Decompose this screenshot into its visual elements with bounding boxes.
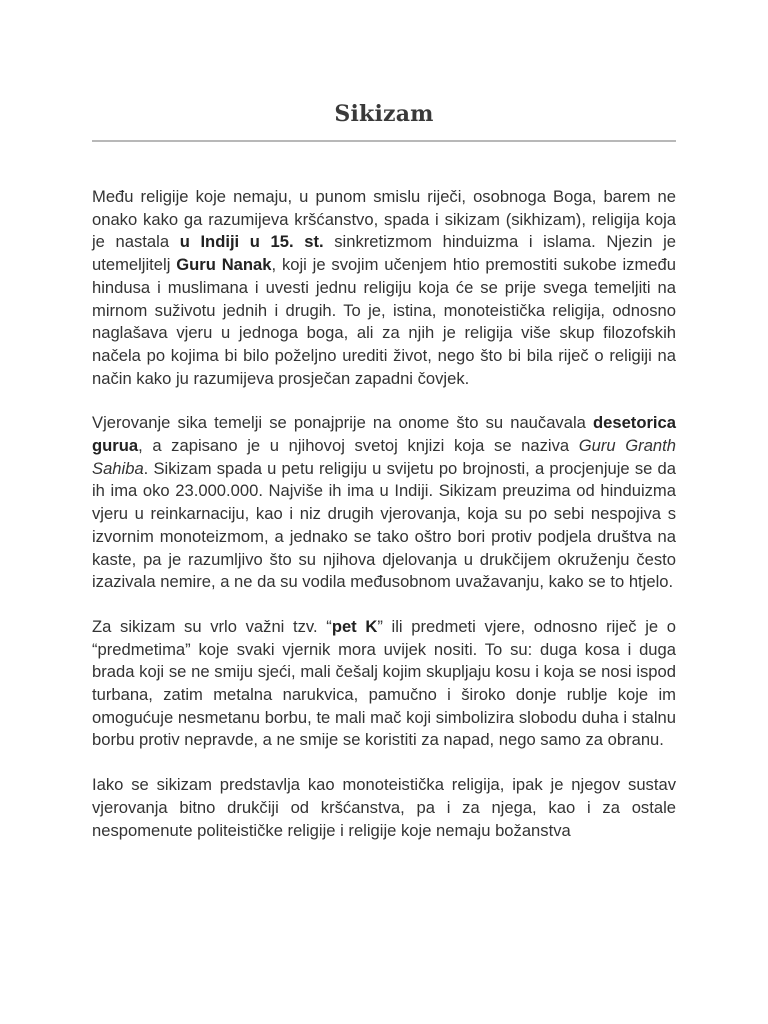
text-run: ” ili predmeti vjere, odnosno riječ je o “predmetima” koje svaki vjernik mora uvijek nositi. To su: duga kosa i duga brada koji se ne smiju sjeći, mali češalj kojim skupljaju kosu i koja se nosi ispod turbana, zatim metalna narukvica, pamučno i široko donje rublje koje im omogućuje nesmetanu borbu, te mali mač koji simbolizira slobodu duha i stalnu borbu protiv nepravde, a ne smije se koristiti za napad, nego samo za obranu. [92, 616, 677, 750]
body-paragraph [92, 616, 676, 752]
text-run: Vjerovanje sika temelji se ponajprije na onome što su naučavala [92, 413, 593, 433]
title-divider [92, 140, 676, 142]
text-run: . Sikizam spada u petu religiju u svijetu po brojnosti, a procjenjuje se da ih ima oko 23.000.000. Najviše ih ima u Indiji. Sikizam preuzima od hinduizma vjeru u reinkarnaciju, kao i niz drugih vjerovanja, koja su po sebi nespojiva s izvornim monoteizmom, a jednako se tako oštro bori protiv podjela društva na kaste, pa je razumljivo što su njihova djelovanja u drukčijem okruženju često izazivala nemire, a ne da su vodila međusobnom uvažavanju, kako se to htjelo. [92, 458, 676, 592]
text-run: Među religije koje nemaju, u punom smislu riječi, osobnoga Boga, barem ne onako kako ga razumijeva kršćanstvo, spada i sikizam (sikhizam), religija koja je nastala [92, 187, 676, 252]
text-run: Iako se sikizam predstavlja kao monoteistička religija, ipak je njegov sustav vjerovanja bitno drukčiji od kršćanstva, pa i za njega, kao i za ostale nespomenute politeističke religije i religije koje nemaju božanstva [92, 775, 676, 840]
page-title: Sikizam [334, 100, 434, 127]
body-paragraph [92, 412, 676, 594]
italic-text: Guru Granth Sahiba [92, 436, 676, 478]
text-run: Za sikizam su vrlo važni tzv. “ [92, 616, 332, 636]
bold-text: u Indiji u 15. st. [179, 232, 324, 252]
text-run: , a zapisano je u njihovoj svetoj knjizi koja se naziva [138, 436, 579, 456]
bold-text: Guru Nanak [176, 255, 272, 275]
body-paragraph [92, 186, 676, 390]
body-paragraph [92, 774, 676, 842]
text-run: sinkretizmom hinduizma i islama. Njezin je utemeljitelj [92, 232, 676, 275]
bold-text: pet K [331, 616, 378, 636]
bold-text: desetorica gurua [92, 413, 676, 456]
document-body [92, 186, 676, 864]
text-run: , koji je svojim učenjem htio premostiti sukobe između hindusa i muslimana i uvesti jednu religiju koja će se prije svega temeljiti na mirnom suživotu jednih i drugih. To je, istina, monoteistička religija, odnosno naglašava vjeru u jednoga boga, ali za njih je religija više skup filozofskih načela po kojima bi bilo poželjno urediti život, nego što bi bila riječ o religiji na način kako ju razumijeva prosječan zapadni čovjek. [92, 255, 676, 388]
